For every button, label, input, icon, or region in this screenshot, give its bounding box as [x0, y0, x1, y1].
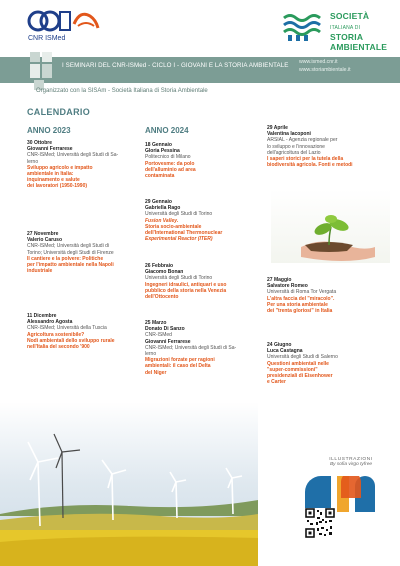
talk-title: Storia socio-ambientale [145, 223, 202, 230]
talk-title: ambientali: il caso del Delta [145, 363, 211, 370]
event-item [267, 342, 393, 385]
speaker-affiliation: CNR-ISMed; Università degli Studi di Sa- [27, 152, 119, 159]
talk-title: dei lavoratori (1950-1990) [27, 183, 88, 190]
event-item [27, 231, 139, 274]
event-date: 25 Marzo [145, 320, 167, 326]
sisam-logo-text: SOCIETÀ ITALIANA DI STORIA AMBIENTALE [330, 11, 388, 52]
speaker-name: Valentina Iacoponi [267, 131, 311, 138]
speaker-name: Giovanni Ferrarese [27, 146, 73, 153]
speaker-affiliation: Università degli Studi di Torino [145, 211, 213, 218]
talk-title: dell'International Thermonuclear [145, 230, 223, 237]
speaker-affiliation: Università degli Studi di Torino [145, 275, 213, 282]
event-date: 26 Febbraio [145, 263, 174, 269]
talk-title: e Carter [267, 379, 286, 386]
talk-title: per l'impatto ambientale nella Napoli [27, 262, 114, 269]
event-item [27, 140, 139, 190]
speaker-name: Giacomo Bonan [145, 269, 184, 276]
talk-title: contaminata [145, 173, 175, 180]
event-item [145, 142, 263, 179]
cnr-ismed-logo [24, 8, 102, 46]
speaker-affiliation: CNR-ISMed; Università degli Studi di [27, 243, 109, 250]
year-2024-heading: ANNO 2024 [145, 126, 189, 135]
sisam-waves-icon [282, 12, 326, 42]
qr-code-icon[interactable] [305, 508, 335, 538]
ismed-website-link[interactable]: www.ismed.cnr.it [299, 59, 338, 65]
event-date: 27 Maggio [267, 277, 292, 283]
talk-title: Portovesme: da polo [145, 160, 195, 167]
talk-title: dell'alluminio ad area [145, 166, 196, 173]
talk-title: dell'Ottocento [145, 294, 179, 301]
graphic-logo-icon [305, 476, 381, 512]
event-date: 29 Aprile [267, 125, 288, 131]
talk-title: Ingegneri idraulici, antiquari e uso [145, 281, 227, 288]
decorative-blocks-icon [30, 52, 52, 90]
event-item [267, 125, 393, 168]
event-item [145, 320, 263, 376]
talk-title: L'altra faccia del "miracolo". [267, 295, 335, 302]
speaker-name: Valerio Caruso [27, 237, 63, 244]
speaker-affiliation: Politecnico di Milano [145, 154, 191, 161]
speaker-affiliation: Università di Roma Tor Vergata [267, 289, 337, 296]
talk-title: Sviluppo agricolo e impatto [27, 164, 93, 171]
event-date: 30 Ottobre [27, 140, 53, 146]
speaker-name: Gabriella Rago [145, 205, 181, 212]
talk-title: Agricoltura sostenibile? [27, 331, 85, 338]
speaker-name: Giovanni Ferrarese [145, 338, 191, 345]
talk-title: I saperi storici per la tutela della [267, 156, 344, 163]
event-item [145, 263, 263, 300]
talk-title: del Niger [145, 369, 167, 376]
speaker-affiliation: ARSIAL - Agenzia regionale per [267, 137, 338, 144]
talk-title: Migrazioni forzate per ragioni [145, 357, 215, 364]
speaker-affiliation: CNR-ISMed; Università degli Studi di Sa- [145, 344, 237, 351]
illustrations-label: ILLUSTRAZIONI [329, 457, 373, 462]
event-date: 18 Gennaio [145, 142, 172, 148]
cnr-ismed-logo-text: CNR ISMed [28, 35, 66, 42]
speaker-name: Alessandro Agosta [27, 319, 73, 326]
talk-title: "super-commissioni" [267, 366, 318, 373]
speaker-affiliation: lerno [27, 158, 39, 165]
talk-title: Questioni ambientali nelle [267, 360, 329, 367]
talk-title: Nodi ambientali dello sviluppo rurale [27, 337, 115, 344]
talk-title: ambientale in Italia: [27, 171, 74, 178]
calendar-heading: CALENDARIO [27, 107, 90, 117]
talk-title: nell'Italia del secondo '900 [27, 344, 90, 351]
plant-in-hands-image [271, 189, 390, 263]
speaker-name: Gloria Pessina [145, 148, 180, 155]
talk-title: Per una storia ambientale [267, 301, 328, 308]
event-item [27, 313, 139, 350]
speaker-affiliation: CNR-ISMed; Università della Tuscia [27, 325, 107, 332]
speaker-name: Salvatore Romeo [267, 283, 308, 290]
talk-title: presidenziali di Eisenhower [267, 373, 333, 380]
speaker-affiliation: lerno [145, 351, 157, 358]
talk-title: biodiversità agricola. Fonti e metodi [267, 162, 353, 169]
event-item [145, 199, 263, 242]
talk-title: pubblico della storia nella Venezia [145, 287, 227, 294]
speaker-name: Donato Di Sanzo [145, 326, 185, 333]
illustrations-author: By sofia virgo tyfree [329, 462, 373, 467]
event-date: 27 Novembre [27, 231, 59, 237]
illustrations-credit [318, 457, 384, 467]
event-item [267, 277, 393, 314]
talk-title: Experimental Reactor (ITER) [145, 236, 213, 243]
talk-title: dei "trenta gloriosi" in Italia [267, 308, 333, 315]
sisam-website-link[interactable]: www.storiambientale.it [299, 67, 351, 73]
organizer-note: Organizzato con la SISAm - Società Italiana di Storia Ambientale [36, 88, 208, 94]
wind-farm-image [0, 402, 258, 566]
talk-title: Il cantiere e la polvere: Politiche [27, 255, 104, 262]
sisam-logo [282, 11, 388, 52]
speaker-affiliation: lo sviluppo e l'innovazione [267, 143, 325, 150]
event-date: 11 Dicembre [27, 313, 57, 319]
talk-title: inquinamento e salute [27, 177, 80, 184]
talk-title: Fusion Valley. [145, 217, 179, 224]
seminar-series-title: I SEMINARI DEL CNR-ISMed - CICLO I - GIOVANI E LA STORIA AMBIENTALE [62, 62, 289, 69]
speaker-affiliation: Torino; Università degli Studi di Firenze [27, 249, 114, 256]
talk-title: industriale [27, 268, 53, 275]
speaker-name: Luca Castagna [267, 348, 303, 355]
speaker-affiliation: Università degli Studi di Salerno [267, 354, 338, 361]
speaker-affiliation: CNR-ISMed [145, 332, 172, 339]
year-2023-heading: ANNO 2023 [27, 126, 71, 135]
event-date: 29 Gennaio [145, 199, 172, 205]
speaker-affiliation: dell'agricoltura del Lazio [267, 149, 321, 156]
event-date: 24 Giugno [267, 342, 292, 348]
